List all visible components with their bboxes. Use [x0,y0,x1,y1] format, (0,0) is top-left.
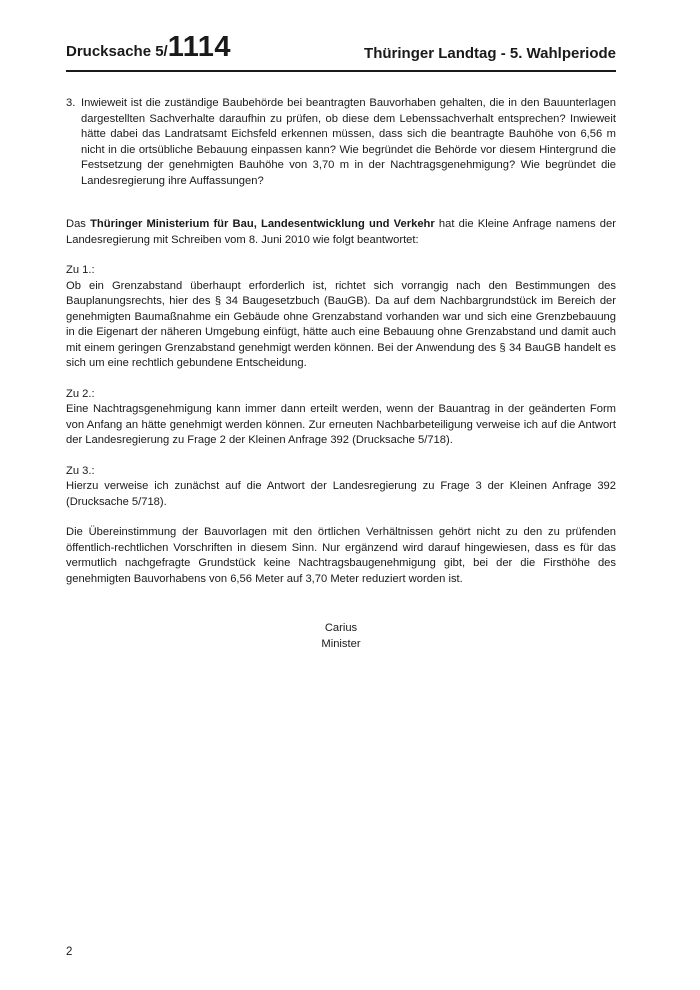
answer-2-text: Eine Nachtragsgenehmigung kann immer dann erteilt werden, wenn der Bauantrag in der geänderten Form von Anfang an hätte genehmigt werden können. Zur erneuten Nachbarbeteiligung verweise ich auf die Antwort der Landesregierung zu Frage 2 der Kleinen Anfrage 392 (Drucksache 5/718). [66,403,616,446]
document-body [66,96,616,652]
document-prefix: Drucksache 5/ [66,43,168,60]
answer-1-text: Ob ein Grenzabstand überhaupt erforderlich ist, richtet sich vorrangig nach den Bestimmungen des Bauplanungsrechts, hier des § 34 Baugesetzbuch (BauGB). Da auf dem Nachbargrundstück im Bereich der genehmigten Baumaßnahme ein Gebäude ohne Grenzabstand vorhanden war und sich eine Grenzbebauung in die Eigenart der näheren Umgebung einfügt, hätte auch eine Bebauung ohne Grenzabstand und damit auch mit einem geringen Grenzabstand genehmigt werden können. Bei der Anwendung des § 34 BauGB handelt es sich um eine rechtlich gebundene Entscheidung. [66,279,616,369]
answer-intro [66,217,616,248]
answer-2-heading: Zu 2.: [66,387,95,400]
question-number: 3. [66,97,76,109]
intro-prefix: Das [66,218,91,230]
ministry-name: Thüringer Ministerium für Bau, Landesentwicklung und Verkehr [90,218,435,230]
answer-3-text-continued: Die Übereinstimmung der Bauvorlagen mit den örtlichen Verhältnissen gehört nicht zu den zu prüfenden öffentlich-rechtlichen Vorschriften in diesem Sinn. Nur ergänzend wird darauf hingewiesen, dass es für das vermutlich nachgefragte Grundstück keine Nachtragsbaugenehmigung gibt, bei der die Firsthöhe des genehmigten Bauvorhabens von 6,56 Meter auf 3,70 Meter reduziert worden ist. [66,526,616,585]
document-number-value: 1114 [167,31,232,63]
answer-3-heading: Zu 3.: [66,464,95,477]
signatory-name: Carius [324,622,358,634]
intro-suffix: hat die Kleine Anfrage namens der Landesregierung mit Schreiben vom 8. Juni 2010 wie folgt beantwortet: [66,218,616,246]
document-number [66,31,231,64]
page-number: 2 [66,946,73,958]
answer-3-text: Hierzu verweise ich zunächst auf die Antwort der Landesregierung zu Frage 3 der Kleinen Anfrage 392 (Drucksache 5/718). [66,480,616,508]
question-3 [66,96,616,189]
signature-block [66,621,616,652]
parliament-title: Thüringer Landtag - 5. Wahlperiode [364,45,616,62]
page-header [66,30,616,72]
question-text: Inwieweit ist die zuständige Baubehörde bei beantragten Bauvorhaben gehalten, die in den Bauunterlagen dargestellten Sachverhalte daraufhin zu prüfen, ob diese dem Lebenssachverhalt entsprechen? Inwieweit hätte dabei das Landratsamt Eichsfeld erkennen müssen, dass sich die beantragte Bauhöhe von 6,56 m nicht in die ortsübliche Bebauung einpassen kann? Wie begründet die Behörde vor diesem Hintergrund die Festsetzung der genehmigten Bauhöhe von 3,70 m in der Nachtragsgenehmigung? Wie begründet die Landesregierung ihre Auffassungen? [81,97,616,187]
signatory-title: Minister [321,637,361,650]
answer-1-heading: Zu 1.: [66,264,95,276]
